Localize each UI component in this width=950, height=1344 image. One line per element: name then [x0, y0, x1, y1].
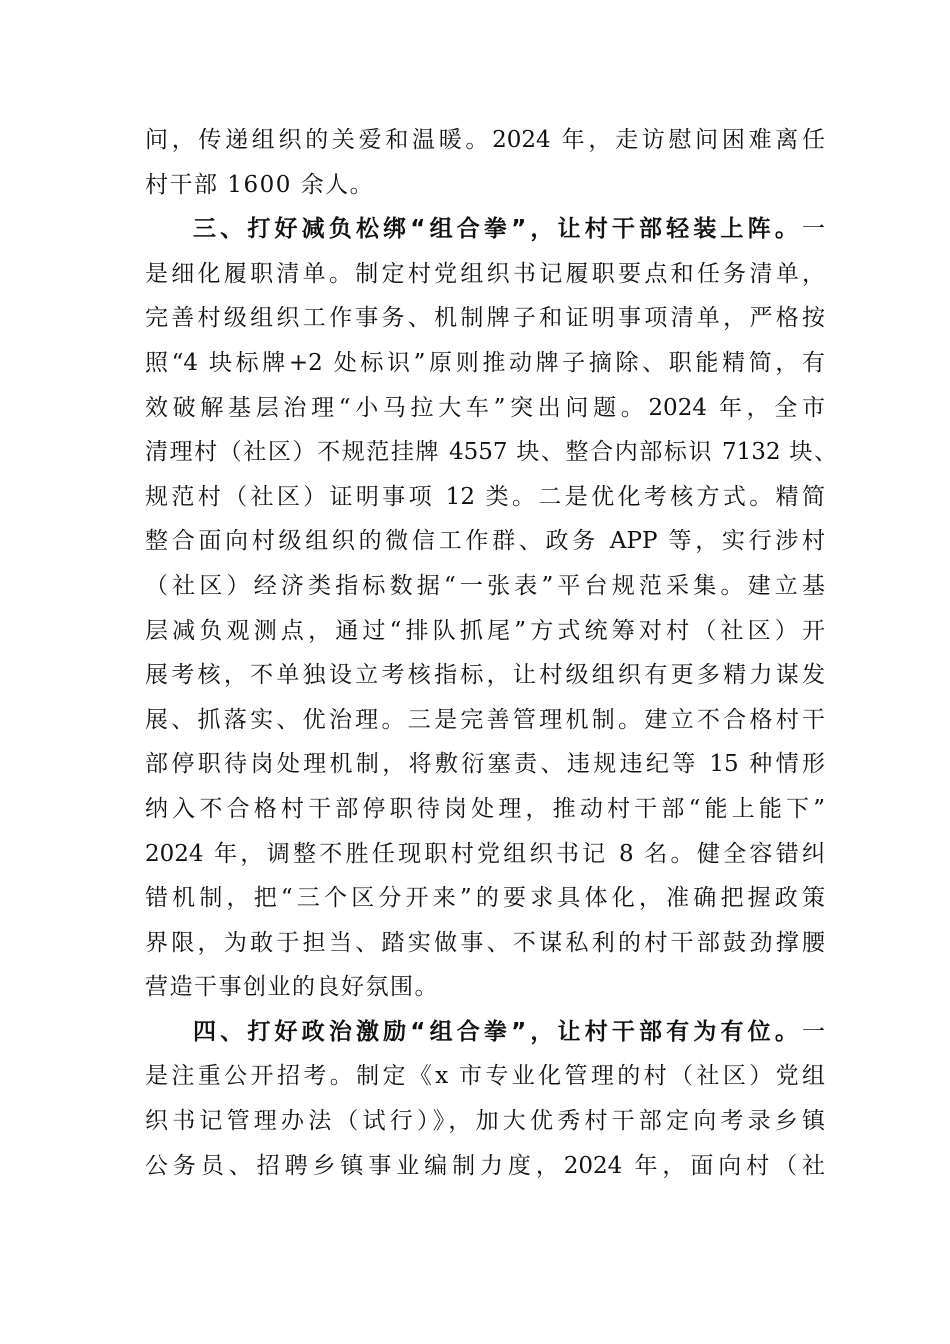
text-line: 公务员、招聘乡镇事业编制力度，2024 年，面向村（社 — [145, 1152, 825, 1179]
text-line: 完善村级组织工作事务、机制牌子和证明事项清单，严格按 — [145, 305, 825, 332]
text-line: 清理村（社区）不规范挂牌 4557 块、整合内部标识 7132 块、 — [145, 439, 837, 466]
heading-3-rest: 一 — [802, 216, 825, 243]
text-line: 层减负观测点，通过“排队抓尾”方式统筹对村（社区）开 — [145, 617, 825, 644]
text-line: （社区）经济类指标数据“一张表”平台规范采集。建立基 — [145, 572, 825, 599]
heading-3-bold: 三、打好减负松绑“组合拳”，让村干部轻装上阵。 — [193, 216, 802, 243]
text-line: 问，传递组织的关爱和温暖。2024 年，走访慰问困难离任 — [145, 127, 825, 153]
section-heading-3 — [145, 207, 825, 252]
text-line: 展、抓落实、优治理。三是完善管理机制。建立不合格村干 — [145, 706, 825, 733]
text-line: 织书记管理办法（试行）》，加大优秀村干部定向考录乡镇 — [145, 1108, 825, 1135]
text-line: 展考核，不单独设立考核指标，让村级组织有更多精力谋发 — [145, 662, 825, 689]
text-line: 村干部 1600 余人。 — [145, 171, 375, 198]
text-line: 规范村（社区）证明事项 12 类。二是优化考核方式。精简 — [145, 483, 825, 510]
text-line: 是细化履职清单。制定村党组织书记履职要点和任务清单， — [145, 260, 825, 287]
section-heading-4 — [145, 1010, 825, 1055]
text-line: 是注重公开招考。制定《x 市专业化管理的村（社区）党组 — [145, 1063, 825, 1090]
text-line: 错机制，把“三个区分开来”的要求具体化，准确把握政策 — [145, 885, 825, 912]
document-body — [145, 118, 837, 1188]
text-line: 纳入不合格村干部停职待岗处理，推动村干部“能上能下” — [145, 795, 825, 822]
text-line: 2024 年，调整不胜任现职村党组织书记 8 名。健全容错纠 — [145, 840, 825, 867]
text-line: 营造干事创业的良好氛围。 — [145, 974, 439, 1001]
text-line: 整合面向村级组织的微信工作群、政务 APP 等，实行涉村 — [145, 528, 825, 555]
heading-4-rest: 一 — [802, 1018, 825, 1045]
heading-4-bold: 四、打好政治激励“组合拳”，让村干部有为有位。 — [193, 1018, 802, 1045]
text-line: 照“4 块标牌+2 处标识”原则推动牌子摘除、职能精简，有 — [145, 349, 825, 376]
text-line: 界限，为敢于担当、踏实做事、不谋私利的村干部鼓劲撑腰 — [145, 929, 825, 956]
text-line: 部停职待岗处理机制，将敷衍塞责、违规违纪等 15 种情形 — [145, 751, 825, 778]
text-line: 效破解基层治理“小马拉大车”突出问题。2024 年，全市 — [145, 394, 825, 421]
